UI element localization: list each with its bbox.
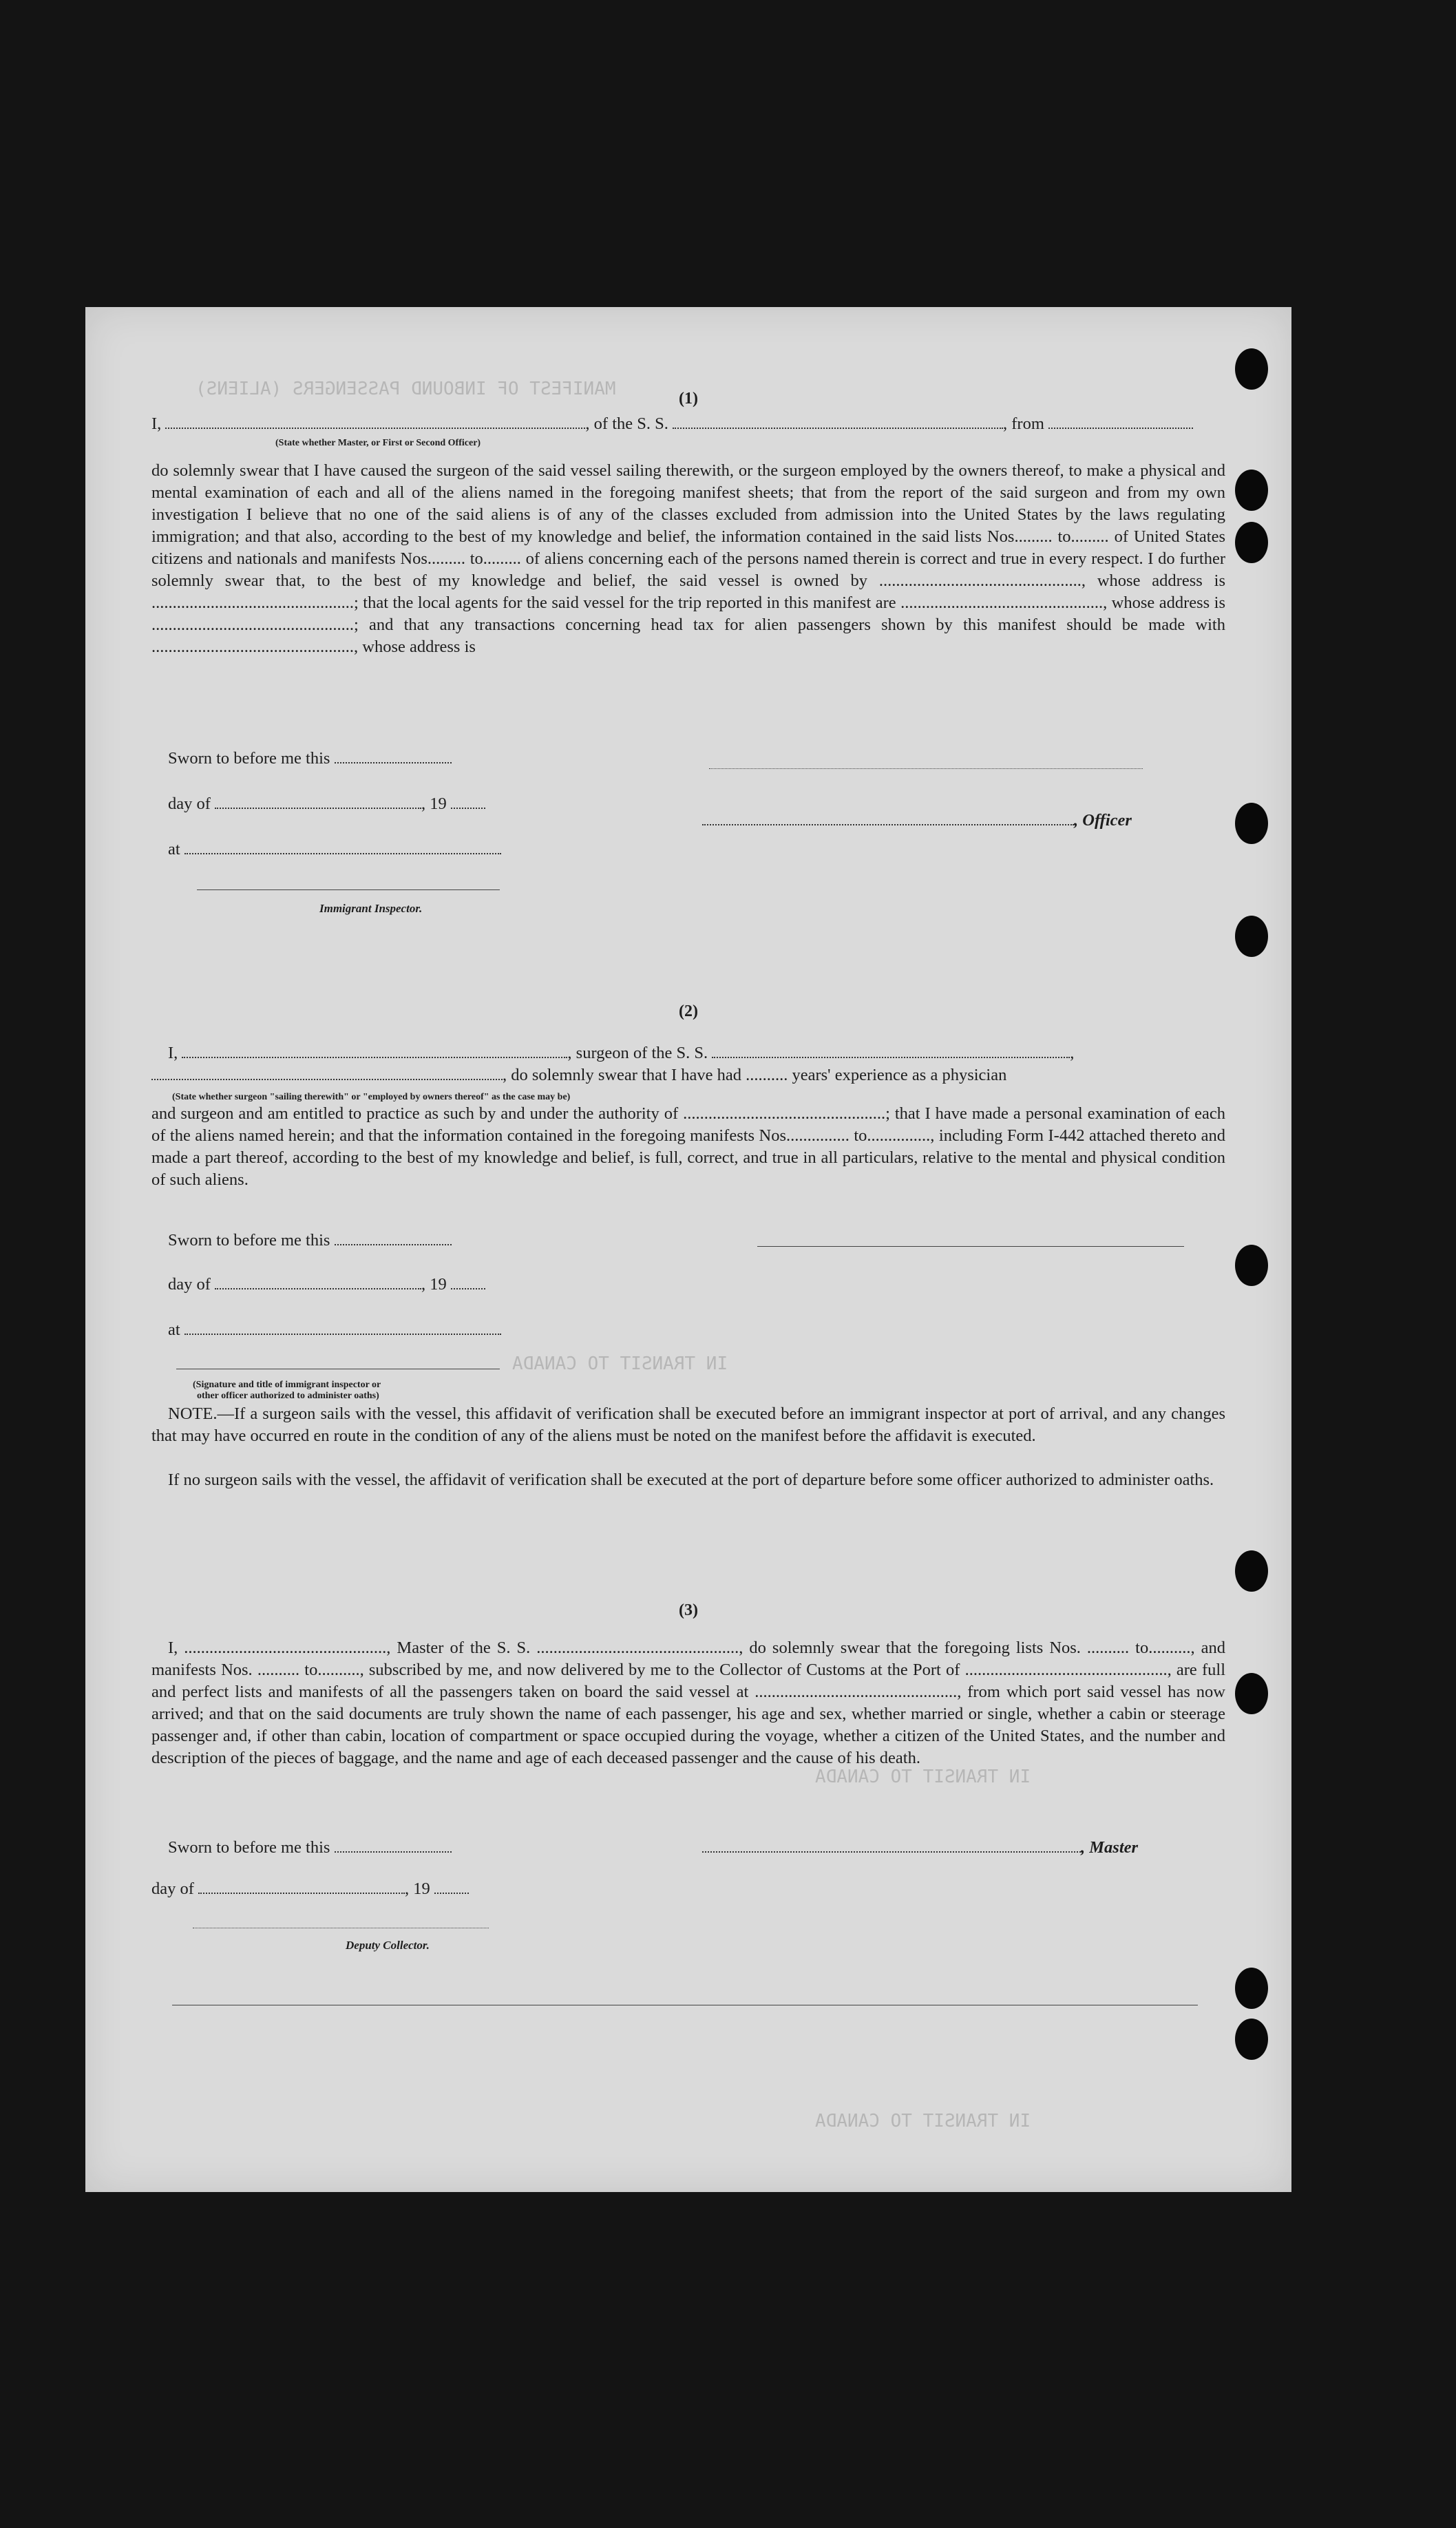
punch-hole (1235, 1673, 1268, 1714)
sworn-line-1: Sworn to before me this (168, 748, 1225, 770)
section-3 (151, 307, 1225, 2166)
punch-hole (1235, 1968, 1268, 2009)
punch-hole (1235, 1550, 1268, 1592)
bleed-through-text: IN TRANSIT TO CANADA (512, 1353, 728, 1374)
officer-label: , Officer (1074, 811, 1132, 830)
day-line-1: day of , 19 (168, 793, 1225, 815)
day-line-2: day of , 19 (168, 1274, 1225, 1296)
note-paragraph-2: If no surgeon sails with the vessel, the affidavit of verification shall be executed at the port of departure before some officer authorized to administer oaths. (168, 1471, 1214, 1489)
deputy-collector-caption: Deputy Collector. (346, 1939, 430, 1952)
oath-i: I, (151, 414, 162, 433)
punch-hole (1235, 348, 1268, 390)
section-3-number: (3) (679, 1601, 698, 1619)
bleed-through-text: IN TRANSIT TO CANADA (815, 2111, 1031, 2131)
at-line-1: at (168, 839, 1225, 861)
note-paragraph-1: NOTE.—If a surgeon sails with the vessel, this affidavit of verification shall be executed before an immigrant inspector at port of arrival, and any changes that may have occurred en route in the condition of any of the aliens must be noted on the manifest before the affidavit is executed. (151, 1404, 1225, 1445)
bleed-through-text: MANIFEST OF INBOUND PASSENGERS (ALIENS) (196, 379, 616, 399)
surgeon-oath-line: I, , surgeon of the S. S. , (168, 1044, 1075, 1062)
punch-hole (1235, 1245, 1268, 1286)
bleed-through-text: IN TRANSIT TO CANADA (815, 1767, 1031, 1787)
punch-hole (1235, 2019, 1268, 2060)
surgeon-caption: (State whether surgeon "sailing therewith" or "employed by owners thereof" as the case may be) (172, 1092, 571, 1102)
section-3-body: I, ................................................, Master of the S. S. ................................................, do solemnly swear that the foregoing lists Nos. .......... to.........., and manifests Nos. .......... to.........., subscribed by me, and now delivered by me to the Collector of Customs at the Port of ................................................, are full and perfect lists and manifests of all the passengers taken on board the said vessel at ................................................, from which port said vessel has now arrived; and that on the said documents are truly shown the name of each passenger, his age and sex, whether married or single, whether a cabin or steerage passenger and, if other than cabin, location of compartment or space occupied during the voyage, whether a citizen of the United States, and the number and description of the pieces of baggage, and the name and age of each deceased passenger and the cause of his death. (151, 1639, 1225, 1767)
inspector-caption: Immigrant Inspector. (319, 902, 423, 915)
sworn-line-3: Sworn to before me this (168, 1837, 1225, 1859)
section-1-body: do solemnly swear that I have caused the surgeon of the said vessel sailing therewith, or the surgeon employed by the owners thereof, to make a physical and mental examination of each and all of the aliens named in the foregoing manifest sheets; that from the report of the said surgeon and from my own investigation I believe that no one of the said aliens is of any of the classes excluded from admission into the United States by the laws regulating immigration; and that also, according to the best of my knowledge and belief, the information contained in the said lists Nos......... to......... of United States citizens and nationals and manifests Nos......... to......... of aliens concerning each of the persons named therein is correct and true in every respect. I do further solemnly swear that, to the best of my knowledge and belief, the said vessel is owned by ................................................, whose address is ................................................; that the local agents for the said vessel for the trip reported in this manifest are ................................................, whose address is ................................................; and that any transactions concerning head tax for alien passengers shown by this manifest should be made with ................................................, whose address is (151, 461, 1225, 656)
punch-hole (1235, 803, 1268, 844)
of-the-ss: , of the S. S. (585, 414, 668, 433)
surgeon-years: , do solemnly swear that I have had .......... years' experience as a physician (503, 1066, 1007, 1084)
at-line-2: at (168, 1319, 1225, 1341)
master-caption: (State whether Master, or First or Second Officer) (275, 438, 481, 448)
master-label: , Master (1081, 1838, 1139, 1857)
section-2-number: (2) (679, 1002, 698, 1020)
day-line-3: day of , 19 (151, 1878, 1225, 1900)
section-1-number: (1) (679, 390, 698, 408)
master-signature-line (702, 1837, 1225, 1859)
manifest-page (85, 307, 1291, 2192)
signature-caption-2a: (Signature and title of immigrant inspector or (193, 1380, 381, 1390)
punch-hole (1235, 470, 1268, 511)
punch-hole (1235, 916, 1268, 957)
signature-caption-2b: other officer authorized to administer oaths) (197, 1391, 379, 1401)
surgeon-of-ss: , surgeon of the S. S. (567, 1044, 708, 1062)
section-2-body: and surgeon and am entitled to practice as such by and under the authority of ................................................; that I have made a personal examination of each of the aliens named herein; and that the information contained in the foregoing manifests Nos............... to..............., including Form I-442 attached thereto and made a part thereof, according to the best of my knowledge and belief, is full, correct, and true in all particulars, relative to the mental and physical condition of such aliens. (151, 1104, 1225, 1189)
from-label: , from (1003, 414, 1044, 433)
punch-hole (1235, 522, 1268, 563)
sworn-line-2: Sworn to before me this (168, 1230, 1225, 1252)
